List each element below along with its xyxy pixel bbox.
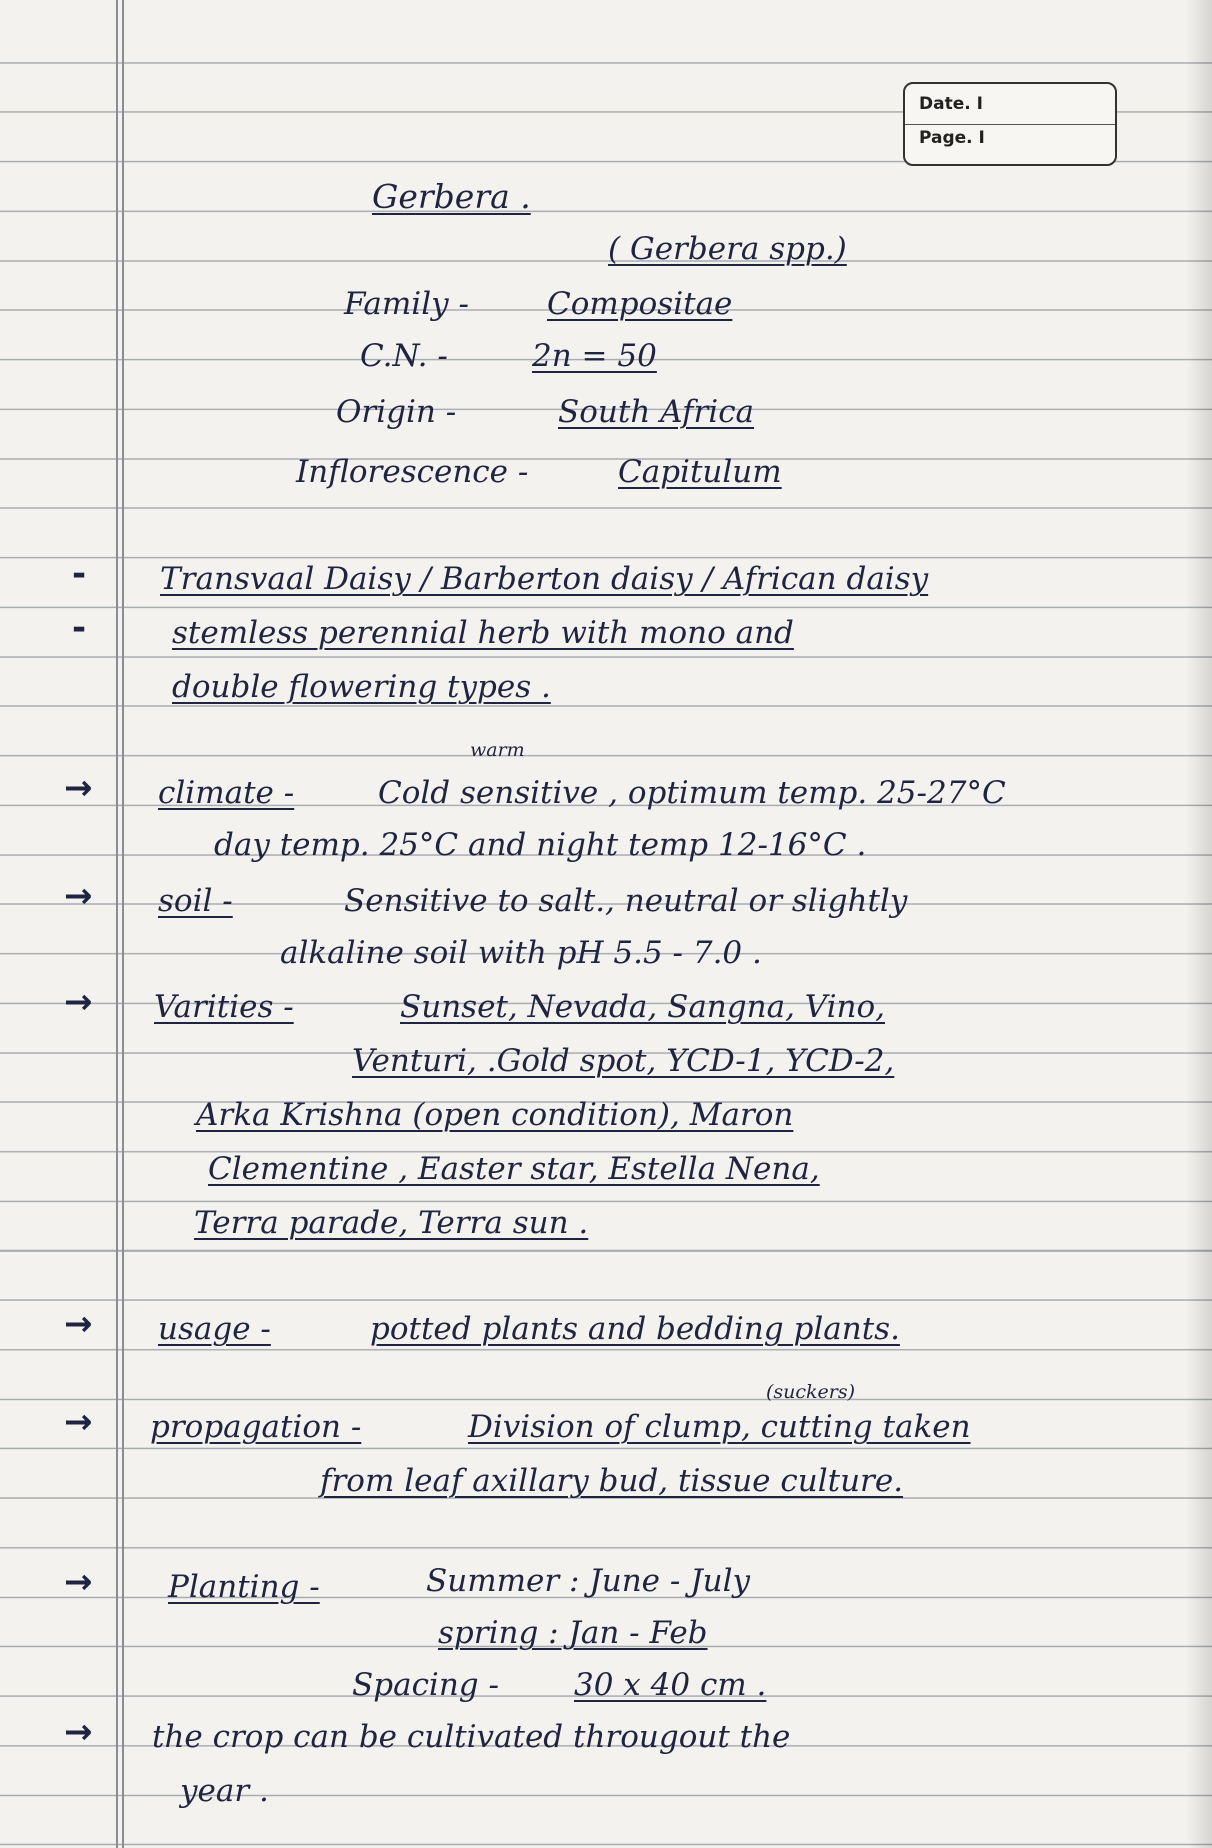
soil-label: soil - <box>158 883 233 919</box>
fact-value-origin: South Africa <box>558 394 755 430</box>
page-title: Gerbera . <box>372 177 531 216</box>
fact-value-inflorescence: Capitulum <box>618 454 782 490</box>
soil-line-1: Sensitive to salt., neutral or slightly <box>344 883 908 919</box>
dash-bullet: - <box>72 554 87 594</box>
propagation-annotation: (suckers) <box>766 1381 856 1403</box>
climate-annotation: warm <box>470 739 525 761</box>
date-page-box <box>903 82 1117 166</box>
scientific-name: ( Gerbera spp.) <box>608 231 847 267</box>
note-line-2: year . <box>180 1773 269 1809</box>
spacing-label: Spacing - <box>352 1667 499 1703</box>
fact-value-family: Compositae <box>547 286 733 322</box>
arrow-bullet: → <box>64 1562 93 1602</box>
varieties-line-3: Arka Krishna (open condition), Maron <box>196 1097 794 1133</box>
varieties-line-5: Terra parade, Terra sun . <box>194 1205 589 1241</box>
planting-spring: spring : Jan - Feb <box>438 1615 708 1651</box>
arrow-bullet: → <box>64 982 93 1022</box>
arrow-bullet: → <box>64 1304 93 1344</box>
fact-label-inflorescence: Inflorescence - <box>296 454 529 490</box>
climate-line-1: Cold sensitive , optimum temp. 25-27°C <box>378 775 1006 811</box>
climate-label: climate - <box>158 775 295 811</box>
propagation-line-2: from leaf axillary bud, tissue culture. <box>320 1463 904 1499</box>
varieties-line-4: Clementine , Easter star, Estella Nena, <box>208 1151 820 1187</box>
arrow-bullet: → <box>64 876 93 916</box>
note-line-1: the crop can be cultivated througout the <box>152 1719 791 1755</box>
spacing-value: 30 x 40 cm . <box>574 1667 767 1703</box>
propagation-line-1: Division of clump, cutting taken <box>468 1409 971 1445</box>
varieties-line-2: Venturi, .Gold spot, YCD-1, YCD-2, <box>352 1043 895 1079</box>
description-line-2: double flowering types . <box>172 669 551 705</box>
page-label: Page. I <box>919 128 985 148</box>
climate-line-2: day temp. 25°C and night temp 12-16°C . <box>214 827 867 863</box>
fact-value-cn: 2n = 50 <box>532 338 657 374</box>
planting-summer: Summer : June - July <box>426 1563 751 1599</box>
fact-label-origin: Origin - <box>336 394 457 430</box>
propagation-label: propagation - <box>150 1409 362 1445</box>
fact-label-cn: C.N. - <box>360 338 448 374</box>
arrow-bullet: → <box>64 768 93 808</box>
common-names: Transvaal Daisy / Barberton daisy / African daisy <box>160 561 929 597</box>
dash-bullet: - <box>72 608 87 648</box>
date-label: Date. I <box>919 94 983 114</box>
arrow-bullet: → <box>64 1402 93 1442</box>
varieties-label: Varities - <box>154 989 294 1025</box>
arrow-bullet: → <box>64 1712 93 1752</box>
varieties-line-1: Sunset, Nevada, Sangna, Vino, <box>400 989 886 1025</box>
usage-text: potted plants and bedding plants. <box>370 1311 900 1347</box>
soil-line-2: alkaline soil with pH 5.5 - 7.0 . <box>280 935 762 971</box>
planting-label: Planting - <box>168 1569 320 1605</box>
description-line-1: stemless perennial herb with mono and <box>172 615 794 651</box>
date-box-divider <box>905 124 1115 125</box>
fact-label-family: Family - <box>344 286 469 322</box>
usage-label: usage - <box>158 1311 271 1347</box>
